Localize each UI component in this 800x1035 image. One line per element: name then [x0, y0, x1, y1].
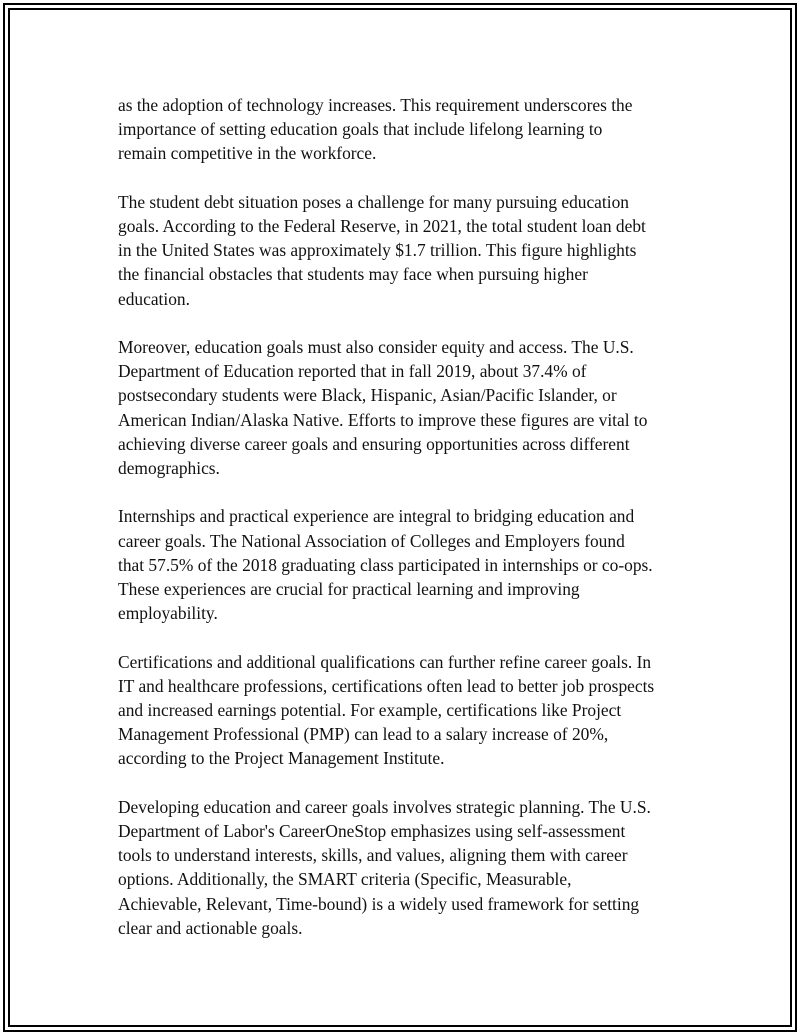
- paragraph-strategic-planning: Developing education and career goals involves strategic planning. The U.S. Department of Labor's CareerOneStop emphasizes using self-assessment tools to understand interests, skills, and values, aligning them with career options. Additionally, the SMART criteria (Specific, Measurable, Achievable, Relevant, Time-bound) is a widely used framework for setting clear and actionable goals.: [118, 796, 651, 938]
- paragraph-equity-access: Moreover, education goals must also consider equity and access. The U.S. Department of Education reported that in fall 2019, about 37.4% of postsecondary students were Black, Hispanic, Asian/Pacific Islander, or American Indian/Alaska Native. Efforts to improve these figures are vital to achieving diverse career goals and ensuring opportunities across different demographics.: [118, 337, 648, 479]
- paragraph-student-debt: The student debt situation poses a challenge for many pursuing education goals. According to the Federal Reserve, in 2021, the total student loan debt in the United States was approximately $1.7 trillion. This figure highlights the financial obstacles that students may face when pursuing higher education.: [118, 191, 646, 309]
- paragraph-certifications: Certifications and additional qualifications can further refine career goals. In IT and healthcare professions, certifications often lead to better job prospects and increased earnings potential. For example, certifications like Project Management Professional (PMP) can lead to a salary increase of 20%, according to the Project Management Institute.: [118, 651, 655, 769]
- document-body: [118, 93, 708, 964]
- paragraph-technology-adoption: as the adoption of technology increases. This requirement underscores the importance of setting education goals that include lifelong learning to remain competitive in the workforce.: [118, 95, 633, 164]
- paragraph-internships: Internships and practical experience are integral to bridging education and career goals. The National Association of Colleges and Employers found that 57.5% of the 2018 graduating class participated in internships or co-ops. These experiences are crucial for practical learning and improving employability.: [118, 506, 653, 624]
